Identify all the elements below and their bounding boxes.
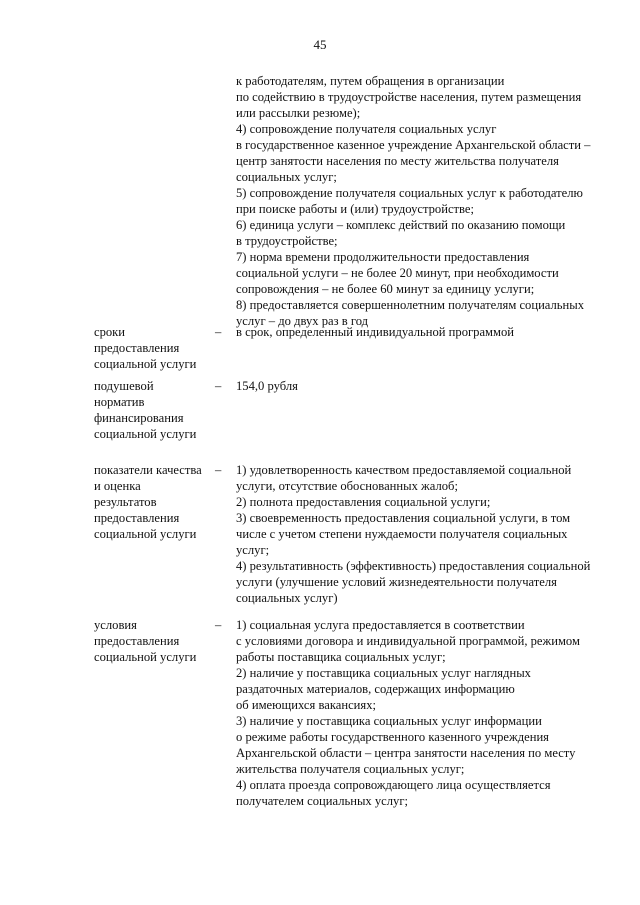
value-line: работы поставщика социальных услуг; — [236, 650, 446, 664]
text-line: по содействию в трудоустройстве населения, путем размещения — [236, 90, 582, 104]
row-label — [94, 462, 214, 542]
text-line: 7) норма времени продолжительности предоставления — [236, 250, 530, 264]
value-line: 4) результативность (эффективность) предоставления социальной — [236, 559, 591, 573]
label-line: и оценка — [94, 479, 141, 493]
text-line: центр занятости населения по месту жительства получателя — [236, 154, 559, 168]
text-line: 4) сопровождение получателя социальных услуг — [236, 122, 497, 136]
row-label — [94, 378, 214, 442]
page-number: 45 — [313, 37, 327, 52]
row-value — [236, 324, 606, 340]
text-line: в государственное казенное учреждение Архангельской области – — [236, 138, 591, 152]
text-line: социальной услуги – не более 20 минут, при необходимости — [236, 266, 559, 280]
label-line: социальной услуги — [94, 527, 197, 541]
row-value — [236, 378, 606, 394]
value-line: 1) социальная услуга предоставляется в соответствии — [236, 618, 525, 632]
value-line: жительства получателя социальных услуг; — [236, 762, 465, 776]
value-line: 1) удовлетворенность качеством предоставляемой социальной — [236, 463, 572, 477]
row-dash: – — [215, 379, 222, 393]
row-value — [236, 617, 606, 809]
continuation-text — [236, 73, 606, 329]
label-line: норматив — [94, 395, 145, 409]
label-line: предоставления — [94, 341, 180, 355]
value-line: 2) наличие у поставщика социальных услуг наглядных — [236, 666, 531, 680]
text-line: социальных услуг; — [236, 170, 337, 184]
row-dash: – — [215, 618, 222, 632]
label-line: результатов — [94, 495, 157, 509]
text-line: при поиске работы и (или) трудоустройстве; — [236, 202, 475, 216]
text-line: 8) предоставляется совершеннолетним получателям социальных — [236, 298, 585, 312]
label-line: финансирования — [94, 411, 184, 425]
value-line: Архангельской области – центра занятости населения по месту — [236, 746, 576, 760]
label-line: предоставления — [94, 634, 180, 648]
label-line: подушевой — [94, 379, 154, 393]
label-line: сроки — [94, 325, 126, 339]
text-line: 5) сопровождение получателя социальных услуг к работодателю — [236, 186, 583, 200]
label-line: социальной услуги — [94, 427, 197, 441]
value-line: услуг; — [236, 543, 270, 557]
row-dash: – — [215, 325, 222, 339]
text-line: или рассылки резюме); — [236, 106, 361, 120]
row-value — [236, 462, 606, 606]
value-line: 154,0 рубля — [236, 379, 298, 393]
row-label — [94, 324, 214, 372]
value-line: услуги, отсутствие обоснованных жалоб; — [236, 479, 458, 493]
text-line: услуг – до двух раз в год — [236, 314, 369, 328]
value-line: 3) наличие у поставщика социальных услуг информации — [236, 714, 542, 728]
value-line: социальных услуг) — [236, 591, 338, 605]
label-line: социальной услуги — [94, 650, 197, 664]
text-line: к работодателям, путем обращения в организации — [236, 74, 505, 88]
label-line: условия — [94, 618, 137, 632]
value-line: 4) оплата проезда сопровождающего лица осуществляется — [236, 778, 551, 792]
value-line: 3) своевременность предоставления социальной услуги, в том — [236, 511, 571, 525]
value-line: об имеющихся вакансиях; — [236, 698, 377, 712]
value-line: числе с учетом степени нуждаемости получателя социальных — [236, 527, 568, 541]
value-line: услуги (улучшение условий жизнедеятельности получателя — [236, 575, 557, 589]
value-line: получателем социальных услуг; — [236, 794, 409, 808]
label-line: показатели качества — [94, 463, 202, 477]
row-dash: – — [215, 463, 222, 477]
row-label — [94, 617, 214, 665]
text-line: 6) единица услуги – комплекс действий по оказанию помощи — [236, 218, 566, 232]
value-line: раздаточных материалов, содержащих информацию — [236, 682, 515, 696]
value-line: в срок, определенный индивидуальной программой — [236, 325, 515, 339]
label-line: предоставления — [94, 511, 180, 525]
text-line: сопровождения – не более 60 минут за единицу услуги; — [236, 282, 535, 296]
value-line: о режиме работы государственного казенного учреждения — [236, 730, 549, 744]
value-line: 2) полнота предоставления социальной услуги; — [236, 495, 491, 509]
value-line: с условиями договора и индивидуальной программой, режимом — [236, 634, 580, 648]
text-line: в трудоустройстве; — [236, 234, 338, 248]
label-line: социальной услуги — [94, 357, 197, 371]
